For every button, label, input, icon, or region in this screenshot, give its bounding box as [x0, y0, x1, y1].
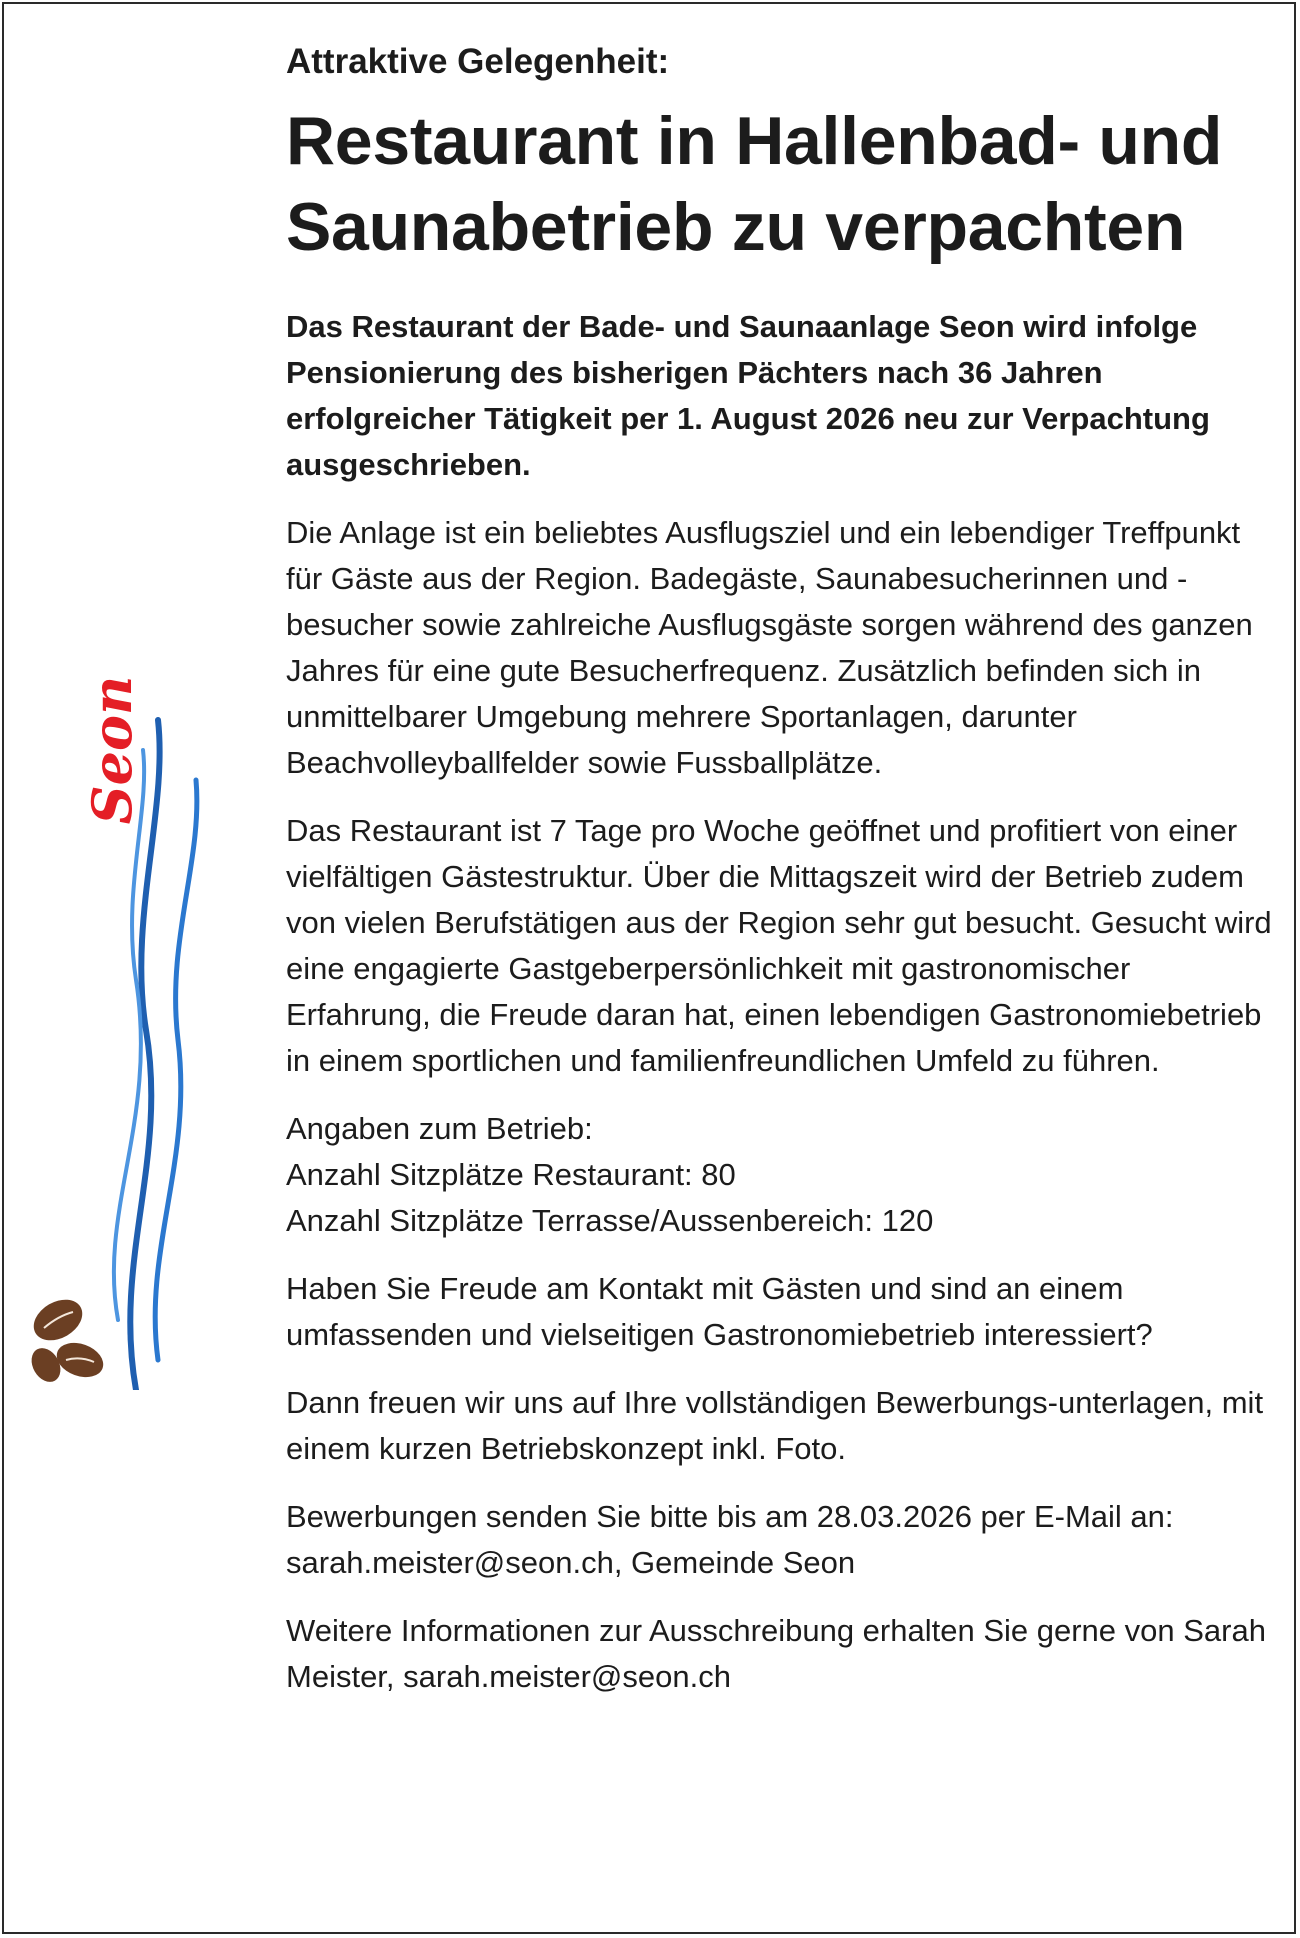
paragraph-restaurant: Das Restaurant ist 7 Tage pro Woche geöffnet und profitiert von einer vielfältigen Gästestruktur. Über die Mittagszeit wird der Betrieb zudem von vielen Berufstätigen aus der Region sehr gut besucht. Gesucht wird eine engagierte Gastgeberpersönlichkeit mit gastronomischer Erfahrung, die Freude daran hat, einen lebendigen Gastronomiebetrieb in einem sportlichen und familienfreundlichen Umfeld zu führen.	[286, 813, 1272, 1078]
paragraph-contact: Weitere Informationen zur Ausschreibung erhalten Sie gerne von Sarah Meister, sarah.meister@seon.ch	[286, 1613, 1266, 1694]
facts-block	[286, 1106, 1276, 1244]
headline-line-2: Saunabetrieb zu verpachten	[286, 189, 1186, 265]
paragraph-deadline: Bewerbungen senden Sie bitte bis am 28.03.2026 per E-Mail an: sarah.meister@seon.ch, Gemeinde Seon	[286, 1499, 1174, 1580]
ad-content	[286, 38, 1276, 1700]
facts-seats-terrace: Anzahl Sitzplätze Terrasse/Aussenbereich: 120	[286, 1203, 934, 1238]
facts-heading: Angaben zum Betrieb:	[286, 1111, 593, 1146]
paragraph-facility: Die Anlage ist ein beliebtes Ausflugsziel und ein lebendiger Treffpunkt für Gäste aus der Region. Badegäste, Saunabesucherinnen und -besucher sowie zahlreiche Ausflugsgäste sorgen während des ganzen Jahres für eine gute Besucherfrequenz. Zusätzlich befinden sich in unmittelbarer Umgebung mehrere Sportanlagen, darunter Beachvolleyballfelder sowie Fussballplätze.	[286, 515, 1253, 780]
lead-paragraph: Das Restaurant der Bade- und Saunaanlage Seon wird infolge Pensionierung des bisherigen Pächters nach 36 Jahren erfolgreicher Tätigkeit per 1. August 2026 neu zur Verpachtung ausgeschrieben.	[286, 309, 1210, 482]
headline-line-1: Restaurant in Hallenbad- und	[286, 103, 1223, 179]
logo-graphic	[18, 560, 248, 1390]
logo-subtext: Seon	[80, 675, 144, 825]
paragraph-question: Haben Sie Freude am Kontakt mit Gästen und sind an einem umfassenden und vielseitigen Gastronomiebetrieb interessiert?	[286, 1271, 1153, 1352]
facts-seats-restaurant: Anzahl Sitzplätze Restaurant: 80	[286, 1157, 736, 1192]
kicker: Attraktive Gelegenheit:	[286, 42, 670, 81]
paragraph-application: Dann freuen wir uns auf Ihre vollständigen Bewerbungs-unterlagen, mit einem kurzen Betriebskonzept inkl. Foto.	[286, 1385, 1264, 1466]
coffee-beans-icon	[26, 1291, 108, 1387]
headline	[286, 98, 1276, 270]
cafe-hallenbad-logo	[18, 560, 248, 1390]
wave-stroke	[155, 780, 197, 1360]
